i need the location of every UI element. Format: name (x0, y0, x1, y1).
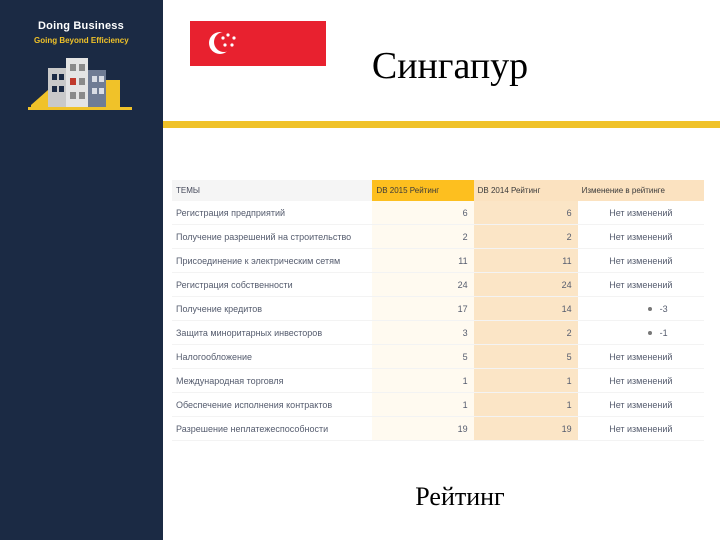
table-row (172, 273, 704, 297)
change-cell: Нет изменений (578, 417, 704, 441)
table-row (172, 249, 704, 273)
topic-cell: Защита миноритарных инвесторов (172, 321, 372, 345)
db2014-cell: 24 (474, 273, 578, 297)
table-row (172, 297, 704, 321)
change-marker-icon (648, 331, 652, 335)
header-topics: ТЕМЫ (172, 180, 372, 201)
change-marker-icon (648, 307, 652, 311)
table-row (172, 369, 704, 393)
header-change: Изменение в рейтинге (578, 180, 704, 201)
db2015-cell: 19 (372, 417, 473, 441)
topic-cell: Получение разрешений на строительство (172, 225, 372, 249)
db2015-cell: 11 (372, 249, 473, 273)
table-row (172, 321, 704, 345)
sidebar (0, 0, 163, 540)
topic-cell: Налогообложение (172, 345, 372, 369)
rating-table (172, 180, 704, 441)
db2015-cell: 5 (372, 345, 473, 369)
table-row (172, 201, 704, 225)
db2015-cell: 17 (372, 297, 473, 321)
db2014-cell: 1 (474, 393, 578, 417)
change-cell: Нет изменений (578, 225, 704, 249)
db2015-cell: 24 (372, 273, 473, 297)
db2015-cell: 1 (372, 369, 473, 393)
singapore-flag-icon (190, 21, 326, 66)
topic-cell: Обеспечение исполнения контрактов (172, 393, 372, 417)
db2014-cell: 1 (474, 369, 578, 393)
change-cell (578, 297, 704, 321)
change-cell: Нет изменений (578, 393, 704, 417)
table-header-row (172, 180, 704, 201)
header-db2014: DB 2014 Рейтинг (474, 180, 578, 201)
topic-cell: Получение кредитов (172, 297, 372, 321)
change-value: -1 (659, 327, 668, 338)
db2014-cell: 2 (474, 321, 578, 345)
table-row (172, 417, 704, 441)
db2014-cell: 11 (474, 249, 578, 273)
slide-title: Сингапур (371, 45, 529, 87)
db2015-cell: 3 (372, 321, 473, 345)
db2015-cell: 2 (372, 225, 473, 249)
building-logo-icon (26, 50, 136, 112)
change-cell: Нет изменений (578, 273, 704, 297)
topic-cell: Международная торговля (172, 369, 372, 393)
change-cell: Нет изменений (578, 201, 704, 225)
topic-cell: Разрешение неплатежеспособности (172, 417, 372, 441)
table-row (172, 345, 704, 369)
topic-cell: Регистрация собственности (172, 273, 372, 297)
db2015-cell: 6 (372, 201, 473, 225)
change-cell: Нет изменений (578, 369, 704, 393)
db2014-cell: 14 (474, 297, 578, 321)
change-value: -3 (659, 303, 668, 314)
db2014-cell: 19 (474, 417, 578, 441)
table-row (172, 225, 704, 249)
db2014-cell: 6 (474, 201, 578, 225)
change-cell: Нет изменений (578, 249, 704, 273)
change-cell: Нет изменений (578, 345, 704, 369)
db2014-cell: 5 (474, 345, 578, 369)
header-db2015: DB 2015 Рейтинг (372, 180, 473, 201)
footer-label: Рейтинг (415, 482, 505, 511)
topic-cell: Регистрация предприятий (172, 201, 372, 225)
brand-title: Doing Business (38, 20, 124, 32)
db2014-cell: 2 (474, 225, 578, 249)
db2015-cell: 1 (372, 393, 473, 417)
topic-cell: Присоединение к электрическим сетям (172, 249, 372, 273)
table-row (172, 393, 704, 417)
change-cell (578, 321, 704, 345)
brand-subtitle: Going Beyond Efficiency (34, 36, 129, 45)
gold-divider (163, 121, 720, 128)
